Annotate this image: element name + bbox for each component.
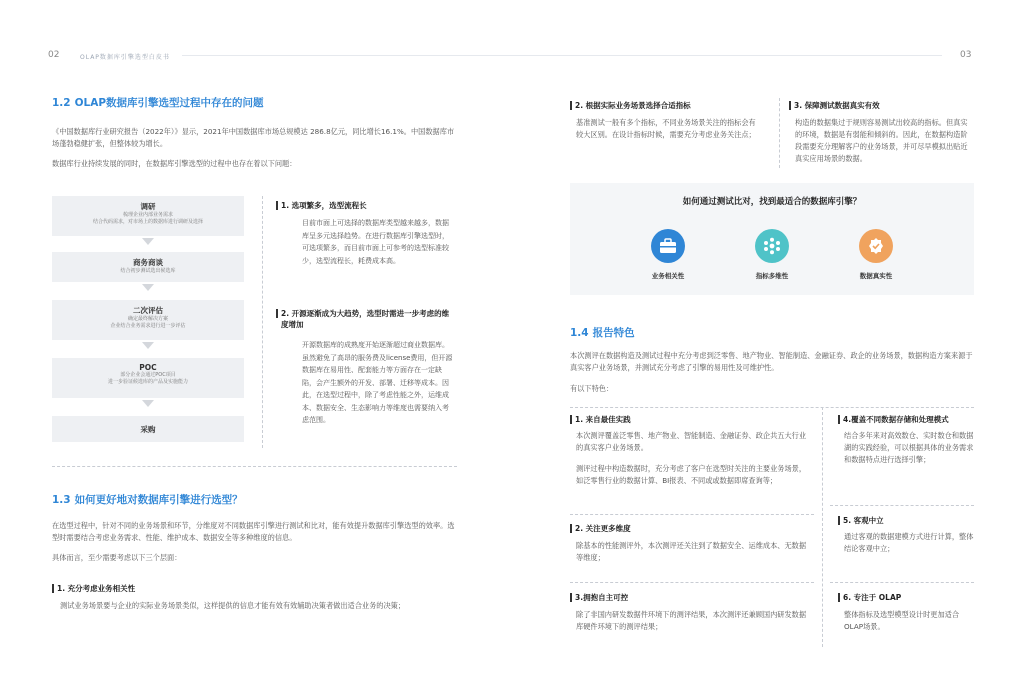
feature-3-title [570,592,810,603]
flow-step-poc [52,358,244,398]
section-1-3-title [52,492,243,507]
flow-step-desc: 梳理企业内部业务需求 结合代码需求，对市场上的数据库进行调研及选择 [92,212,203,225]
feature-6-title [838,592,974,603]
feature-1-title [570,414,810,425]
badge-check-icon [859,229,893,263]
column-divider [779,98,780,168]
section-1-2-para1: 《中国数据库行业研究报告（2022年）》显示，2021年中国数据库市场总规模达 286.8亿元，同比增长16.1%。中国数据库市场蓬勃稳健扩张，但整体较为增长。 [52,127,455,148]
point-2-text: 基准测试一般有多个指标，不同业务场景关注的指标会有较大区别。在设计指标时候，需要充分考虑业务关注点； [576,118,756,139]
section-1-2-para2: 数据库行业持续发展的同时，在数据库引擎选型的过程中也存在着以下问题： [52,159,297,168]
point-1-text: 测试业务场景要与企业的实际业务场景类似，这样提供的信息才能有效有效辅助决策者做出适合业务的决策； [60,601,406,610]
question-card [570,183,974,295]
feature-column-divider [822,407,823,647]
feature-4-title-text: 4.覆盖不同数据存储和处理模式 [843,415,949,424]
feature-6-text: 整体指标及选型模型设计时更加适合 OLAP场景。 [844,610,960,631]
section-1-4-para2: 有以下特色： [570,384,614,393]
section-number: 1.2 [52,97,71,109]
point-1-title [52,583,457,594]
feature-divider [570,514,814,515]
point-3-title-text: 3. 保障测试数据真实有效 [794,101,880,110]
section-1-2-title [52,95,264,110]
issue-2-title [276,308,454,330]
section-divider [52,466,457,467]
feature-1-text: 本次测评覆盖泛零售、地产物业、智能制造、金融证券、政企共五大行业的真实客户业务场景。 [576,431,807,452]
network-icon [755,229,789,263]
flow-step-desc: 确定最终解决方案 企业结合业务需求进行进一步评估 [110,316,186,329]
feature-1-title-text: 1. 来自最佳实践 [575,415,631,424]
section-1-3-para2: 具体而言，至少需要考虑以下三个层面： [52,553,182,562]
feature-divider [570,582,814,583]
feature-2-title [570,523,810,534]
section-heading: 报告特色 [592,327,635,339]
briefcase-icon [651,229,685,263]
flow-step-purchase [52,416,244,442]
selection-flow-diagram [52,196,244,446]
issue-2-title-text: 2. 开源逐渐成为大趋势，选型时需进一步考虑的维度增加 [281,309,450,329]
header-rule [182,55,942,56]
issue-2-text: 开源数据库的成熟度开始逐渐超过商业数据库。虽然避免了高昂的服务费及license费用，但开源数据库在易用性、配套能力等方面存在一定缺陷，会产生额外的开发、部署、迁移等成本。因此，在选型过程中，除了考虑性能之外，运维成本、数据安全、生态影响力等维度也需要纳入考虑范围。 [302,341,453,424]
feature-4-text: 结合多年来对高效数仓、实时数仓和数据湖的实践经验，可以根据具体的业务需求和数据特点进行选择引擎； [844,431,974,464]
feature-2-title-text: 2. 关注更多维度 [575,524,631,533]
issue-1-title [276,200,454,211]
flow-step-title: 二次评估 [133,306,163,315]
section-number: 1.4 [570,327,589,339]
section-1-4-title [570,325,635,340]
section-number: 1.3 [52,494,71,506]
point-3-title [789,100,974,111]
flow-arrow [142,342,154,349]
item-label: 指标多维性 [755,272,789,280]
feature-grid-divider [570,407,974,408]
feature-divider [830,505,974,506]
item-label: 业务相关性 [651,272,685,280]
issue-1-text: 目前市面上可选择的数据库类型越来越多，数据库呈多元选择趋势。在进行数据库引擎选型时，可选项繁多，而目前市面上可参考的选型标准较少，选型流程长，耗费成本高。 [302,219,449,265]
feature-5-title-text: 5. 客观中立 [843,516,884,525]
point-1-title-text: 1. 充分考虑业务相关性 [57,584,136,593]
question-card-title: 如何通过测试比对，找到最适合的数据库引擎？ [682,197,862,207]
feature-6-title-text: 6. 专注于 OLAP [843,593,902,602]
feature-3-title-text: 3.拥抱自主可控 [575,593,629,602]
point-3-text: 构造的数据集过于规则容易测试出较高的指标。但真实的环境，数据是有弱能和倾斜的。因此，在数据构造阶段需要充分理解客户的业务场景，并可尽早模拟出贴近真实应用场景的数据。 [795,118,968,163]
flow-step-title: 商务商谈 [133,258,163,267]
section-1-3-para1: 在选型过程中，针对不同的业务场景和环节，分维度对不同数据库引擎进行测试和比对，能有效提升数据库引擎选型的效率。选型时需要结合考虑业务需求、性能、维护成本、数据安全等多种维度的信息。 [52,521,455,542]
feature-divider [830,582,974,583]
feature-5-title [838,515,974,526]
section-heading: 如何更好地对数据库引擎进行选型？ [74,494,243,506]
feature-3-text: 除了非国内研发数据件环境下的测评结果，本次测评还兼顾国内研发数据库硬件环境下的测评结果； [576,610,807,631]
right-page-number: 03 [960,50,972,60]
flow-step-desc: 结合初步测试选出候选库 [120,268,176,274]
point-2-title-text: 2. 根据实际业务场景选择合适指标 [575,101,691,110]
section-heading: OLAP数据库引擎选型过程中存在的问题 [74,97,264,109]
feature-1-text2: 测评过程中构造数据时，充分考虑了客户在选型时关注的主要业务场景，如泛零售行业的数据计算、BI报表、不同或或数据即席查询等； [576,464,807,485]
flow-step-business [52,252,244,282]
flow-step-research [52,196,244,236]
flow-step-second-eval [52,300,244,340]
flow-step-desc: 部分企业会通过POC项目 进一步验证候选库的产品及实施能力 [107,372,188,385]
flow-arrow [142,238,154,245]
flow-arrow [142,400,154,407]
flow-step-title: 调研 [140,202,156,211]
flow-step-title: POC [139,363,157,372]
flow-step-title: 采购 [140,425,156,434]
flow-divider [262,196,263,448]
issue-1-title-text: 1. 选项繁多，选型流程长 [281,201,367,210]
feature-5-text: 通过客观的数据建模方式进行计算，整体结论客观中立； [844,532,974,553]
point-2-title [570,100,760,111]
item-label: 数据真实性 [859,272,893,280]
feature-4-title [838,414,974,425]
left-page-number: 02 [48,50,60,60]
section-1-4-para1: 本次测评在数据构造及测试过程中充分考虑到泛零售、地产物业、智能制造、金融证券、政企的业务场景，数据构造方案来源于真实客户业务场景，并测试充分考虑了引擎的易用性及可维护性。 [570,351,973,372]
feature-2-text: 除基本的性能测评外，本次测评还关注到了数据安全、运维成本、无数据等维度； [576,541,807,562]
flow-arrow [142,284,154,291]
running-title: OLAP数据库引擎选型白皮书 [80,54,170,61]
